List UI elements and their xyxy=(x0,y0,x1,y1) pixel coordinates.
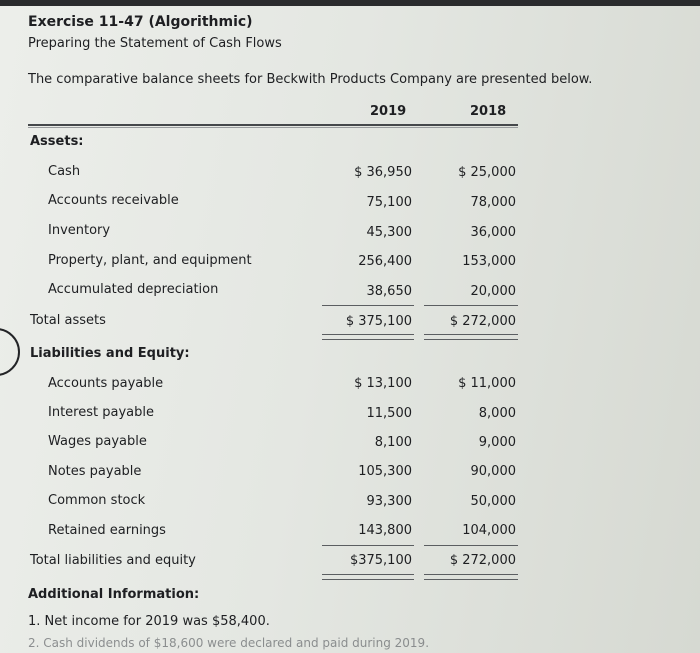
liability-label: Accounts payable xyxy=(48,376,164,391)
liability-value-2019: 11,500 xyxy=(366,406,412,421)
asset-label: Accumulated depreciation xyxy=(48,282,219,297)
top-edge xyxy=(0,0,700,6)
liability-value-2018: 104,000 xyxy=(462,523,516,538)
subtotal-rule xyxy=(424,545,518,546)
subtotal-rule xyxy=(424,305,518,306)
asset-label: Inventory xyxy=(48,223,111,238)
total-assets-2018: $ 272,000 xyxy=(449,314,516,329)
asset-label: Accounts receivable xyxy=(48,193,179,208)
total-assets-2019: $ 375,100 xyxy=(345,314,412,329)
decorative-curve xyxy=(0,328,20,376)
liabilities-heading: Liabilities and Equity: xyxy=(30,346,190,361)
subtotal-rule xyxy=(322,305,414,306)
liability-label: Common stock xyxy=(48,493,146,508)
header-rule-shadow xyxy=(28,127,518,128)
intro-text: The comparative balance sheets for Beckwith Products Company are presented below. xyxy=(28,72,593,87)
total-assets-label: Total assets xyxy=(30,313,106,328)
double-rule xyxy=(424,574,518,580)
liability-value-2019: 143,800 xyxy=(358,523,412,538)
liability-label: Interest payable xyxy=(48,405,154,420)
asset-value-2019: 45,300 xyxy=(366,225,412,240)
double-rule xyxy=(322,574,414,580)
total-liabilities-2018: $ 272,000 xyxy=(449,553,516,568)
additional-info-item: 1. Net income for 2019 was $58,400. xyxy=(28,614,270,629)
liability-value-2019: 8,100 xyxy=(374,435,412,450)
liability-value-2018: 9,000 xyxy=(478,435,516,450)
column-header-2019: 2019 xyxy=(370,104,407,119)
total-liabilities-label: Total liabilities and equity xyxy=(30,553,196,568)
asset-value-2019: 256,400 xyxy=(358,254,412,269)
asset-value-2018: 153,000 xyxy=(462,254,516,269)
asset-value-2018: $ 25,000 xyxy=(458,165,516,180)
liability-value-2018: 50,000 xyxy=(470,494,516,509)
asset-value-2019: 38,650 xyxy=(366,284,412,299)
asset-value-2018: 36,000 xyxy=(470,225,516,240)
asset-value-2018: 20,000 xyxy=(470,284,516,299)
header-rule xyxy=(28,124,518,126)
additional-info-heading: Additional Information: xyxy=(28,587,200,602)
liability-value-2018: 90,000 xyxy=(470,464,516,479)
liability-value-2019: 105,300 xyxy=(358,464,412,479)
exercise-title: Exercise 11-47 (Algorithmic) xyxy=(28,14,253,30)
subtotal-rule xyxy=(322,545,414,546)
liability-label: Wages payable xyxy=(48,434,147,449)
double-rule xyxy=(424,334,518,340)
liability-value-2019: $ 13,100 xyxy=(354,376,412,391)
liability-value-2018: 8,000 xyxy=(478,406,516,421)
asset-label: Property, plant, and equipment xyxy=(48,253,252,268)
total-liabilities-2019: $375,100 xyxy=(349,553,412,568)
liability-label: Notes payable xyxy=(48,464,142,479)
liability-value-2018: $ 11,000 xyxy=(458,376,516,391)
asset-value-2019: $ 36,950 xyxy=(354,165,412,180)
assets-heading: Assets: xyxy=(30,134,84,149)
asset-value-2019: 75,100 xyxy=(366,195,412,210)
exercise-subtitle: Preparing the Statement of Cash Flows xyxy=(28,36,282,51)
double-rule xyxy=(322,334,414,340)
liability-label: Retained earnings xyxy=(48,523,166,538)
liability-value-2019: 93,300 xyxy=(366,494,412,509)
asset-label: Cash xyxy=(48,164,81,179)
additional-info-item: 2. Cash dividends of $18,600 were declared and paid during 2019. xyxy=(28,636,430,650)
asset-value-2018: 78,000 xyxy=(470,195,516,210)
column-header-2018: 2018 xyxy=(470,104,507,119)
